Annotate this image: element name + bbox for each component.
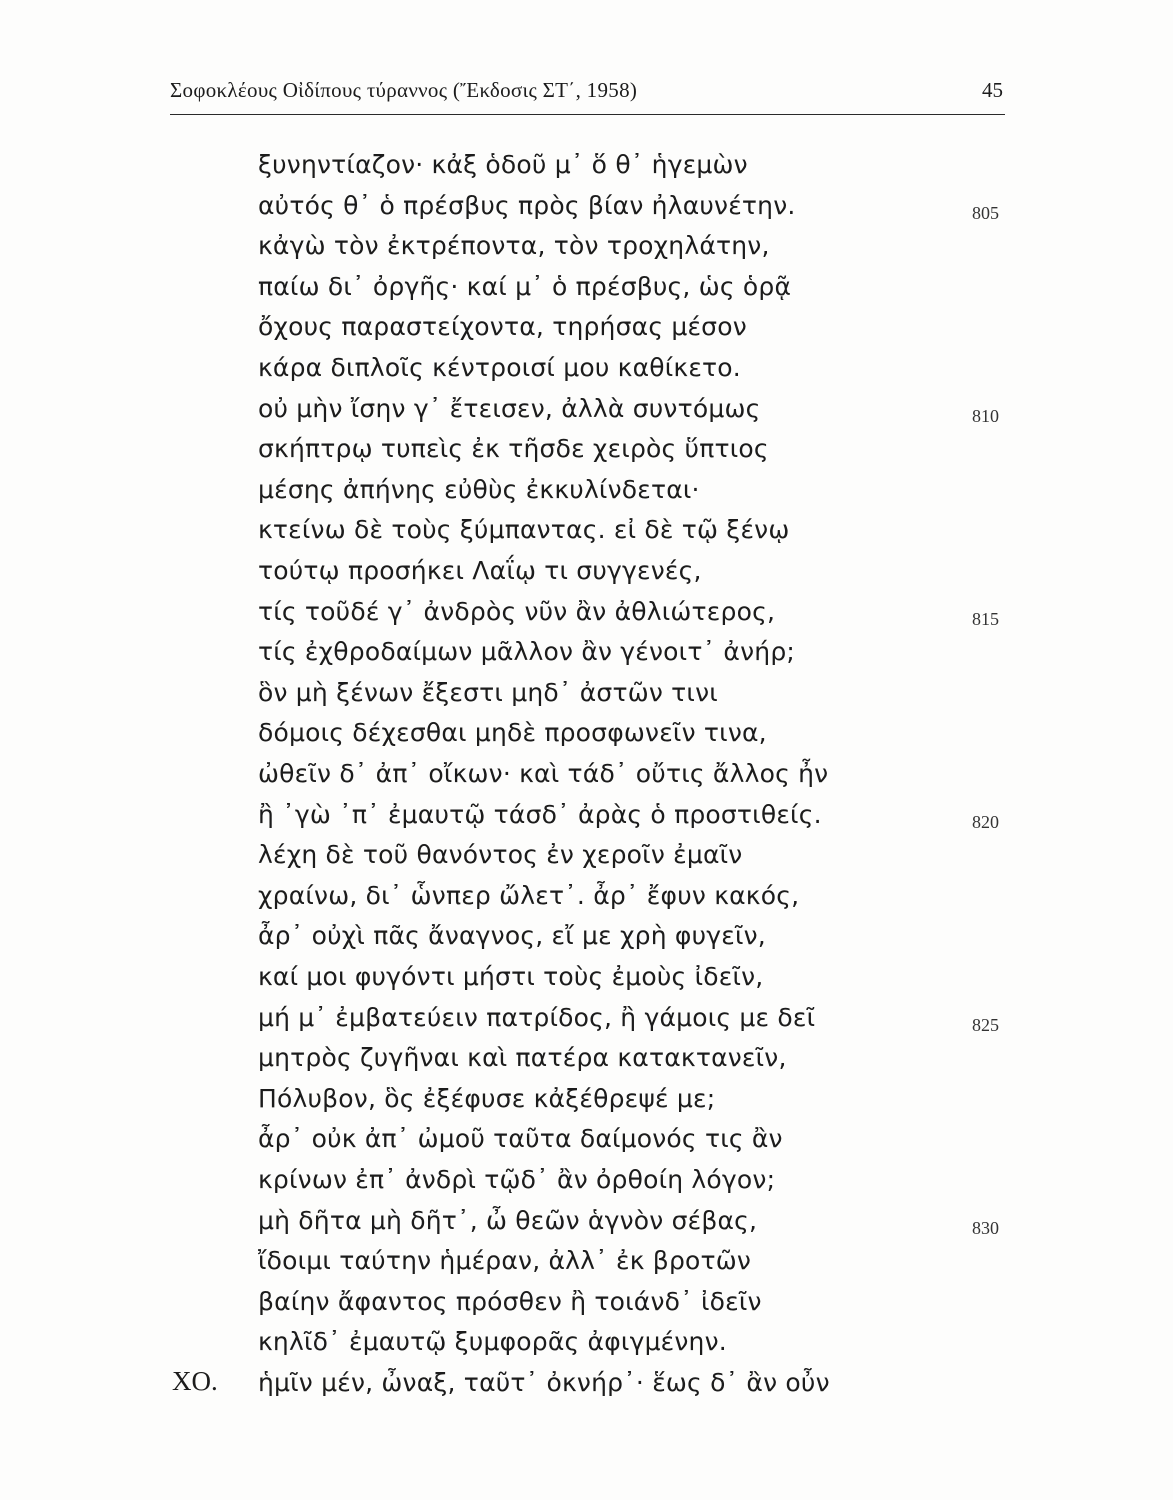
verse-text: ἆρ᾽ οὐχὶ πᾶς ἄναγνος, εἴ με χρὴ φυγεῖν, [258, 921, 766, 951]
verse-line [0, 840, 1173, 880]
verse-line [0, 759, 1173, 799]
verse-text: τίς ἐχθροδαίμων μᾶλλον ἂν γένοιτ᾽ ἀνήρ; [258, 637, 796, 667]
verse-line [0, 191, 1173, 231]
verse-text: κάρα διπλοῖς κέντροισί μου καθίκετο. [258, 353, 741, 382]
line-number: 805 [972, 202, 999, 223]
verse-text: μὴ δῆτα μὴ δῆτ᾽, ὦ θεῶν ἁγνὸν σέβας, [258, 1205, 758, 1235]
verse-text: δόμοις δέχεσθαι μηδὲ προσφωνεῖν τινα, [258, 718, 767, 748]
verse-text: βαίην ἄφαντος πρόσθεν ἢ τοιάνδ᾽ ἰδεῖν [258, 1286, 762, 1316]
verse-line [0, 1124, 1173, 1164]
verse-text: λέχη δὲ τοῦ θανόντος ἐν χεροῖν ἐμαῖν [258, 840, 743, 870]
verse-text: χραίνω, δι᾽ ὧνπερ ὤλετ᾽. ἆρ᾽ ἔφυν κακός, [258, 880, 800, 910]
verse-line [0, 1165, 1173, 1205]
line-number: 820 [972, 811, 999, 832]
verse-line [0, 312, 1173, 352]
line-number: 815 [972, 608, 999, 629]
verse-text: οὐ μὴν ἴσην γ᾽ ἔτεισεν, ἀλλὰ συντόμως [258, 393, 761, 423]
line-number: 810 [972, 405, 999, 426]
verse-text: ἆρ᾽ οὐκ ἀπ᾽ ὠμοῦ ταῦτα δαίμονός τις ἂν [258, 1124, 783, 1154]
verse-text: τίς τοῦδέ γ᾽ ἀνδρὸς νῦν ἂν ἀθλιώτερος, [258, 596, 776, 626]
verse-line [0, 637, 1173, 677]
verse-text: κηλῖδ᾽ ἐμαυτῷ ξυμφορᾶς ἀφιγμένην. [258, 1327, 727, 1357]
page-number: 45 [982, 78, 1003, 102]
verse-text: Πόλυβον, ὃς ἐξέφυσε κἀξέθρεψέ με; [258, 1083, 716, 1113]
verse-line [0, 881, 1173, 921]
verse-line [0, 1327, 1173, 1367]
verse-text: παίω δι᾽ ὀργῆς· καί μ᾽ ὁ πρέσβυς, ὡς ὁρᾷ [258, 271, 792, 301]
verse-line [0, 1246, 1173, 1286]
verse-text: σκήπτρῳ τυπεὶς ἐκ τῆσδε χειρὸς ὕπτιος [258, 434, 769, 464]
verse-text: τούτῳ προσήκει Λαΐῳ τι συγγενές, [258, 556, 702, 585]
verse-line [0, 678, 1173, 718]
verse-text: μητρὸς ζυγῆναι καὶ πατέρα κατακτανεῖν, [258, 1043, 787, 1073]
verse-line [0, 434, 1173, 474]
running-title: Σοφοκλέους Οἰδίπους τύραννος (Ἔκδοσις ΣΤ΄, 1958) [170, 78, 638, 102]
page-header [170, 74, 1005, 115]
verse-line [0, 1287, 1173, 1327]
verse-line [0, 800, 1173, 840]
verse-line [0, 1206, 1173, 1246]
verse-text: μέσης ἀπήνης εὐθὺς ἐκκυλίνδεται· [258, 474, 700, 504]
verse-line [0, 556, 1173, 596]
verse-line [0, 1368, 1173, 1408]
verse-line [0, 921, 1173, 961]
verse-text: ὃν μὴ ξένων ἔξεστι μηδ᾽ ἀστῶν τινι [258, 677, 718, 707]
verse-line [0, 231, 1173, 271]
verse-line [0, 150, 1173, 190]
verse-line [0, 718, 1173, 758]
verse-text: ἡμῖν μέν, ὦναξ, ταῦτ᾽ ὀκνήρ᾽· ἕως δ᾽ ἂν οὖν [258, 1368, 830, 1397]
verse-text: καί μοι φυγόντι μήστι τοὺς ἐμοὺς ἰδεῖν, [258, 962, 764, 991]
verse-line [0, 353, 1173, 393]
verse-text: κρίνων ἐπ᾽ ἀνδρὶ τῷδ᾽ ἂν ὀρθοίη λόγον; [258, 1165, 776, 1194]
verse-text: ἢ ᾽γὼ ᾽π᾽ ἐμαυτῷ τάσδ᾽ ἀρὰς ὁ προστιθείς. [258, 799, 822, 829]
verse-text: ξυνηντίαζον· κἀξ ὁδοῦ μ᾽ ὅ θ᾽ ἡγεμὼν [258, 150, 748, 179]
verse-line [0, 475, 1173, 515]
verse-text: ὠθεῖν δ᾽ ἀπ᾽ οἴκων· καὶ τάδ᾽ οὔτις ἄλλος ἦν [258, 759, 829, 788]
verse-text: κτείνω δὲ τοὺς ξύμπαντας. εἰ δὲ τῷ ξένῳ [258, 515, 790, 545]
verse-line [0, 515, 1173, 555]
verse-line [0, 1084, 1173, 1124]
verse-text: μή μ᾽ ἐμβατεύειν πατρίδος, ἢ γάμοις με δεῖ [258, 1002, 816, 1032]
speaker-label: ΧΟ. [172, 1366, 218, 1396]
verse-text: κἀγὼ τὸν ἐκτρέποντα, τὸν τροχηλάτην, [258, 231, 770, 261]
verse-text: αὐτός θ᾽ ὁ πρέσβυς πρὸς βίαν ἠλαυνέτην. [258, 190, 796, 220]
line-number: 825 [972, 1014, 999, 1035]
verse-text: ἴδοιμι ταύτην ἡμέραν, ἀλλ᾽ ἐκ βροτῶν [258, 1246, 752, 1276]
verse-line [0, 1043, 1173, 1083]
line-number: 830 [972, 1217, 999, 1238]
verse-text: ὄχους παραστείχοντα, τηρήσας μέσον [258, 312, 747, 342]
verse-line [0, 962, 1173, 1002]
verse-line [0, 597, 1173, 637]
verse-line [0, 272, 1173, 312]
verse-line [0, 394, 1173, 434]
verse-line [0, 1003, 1173, 1043]
